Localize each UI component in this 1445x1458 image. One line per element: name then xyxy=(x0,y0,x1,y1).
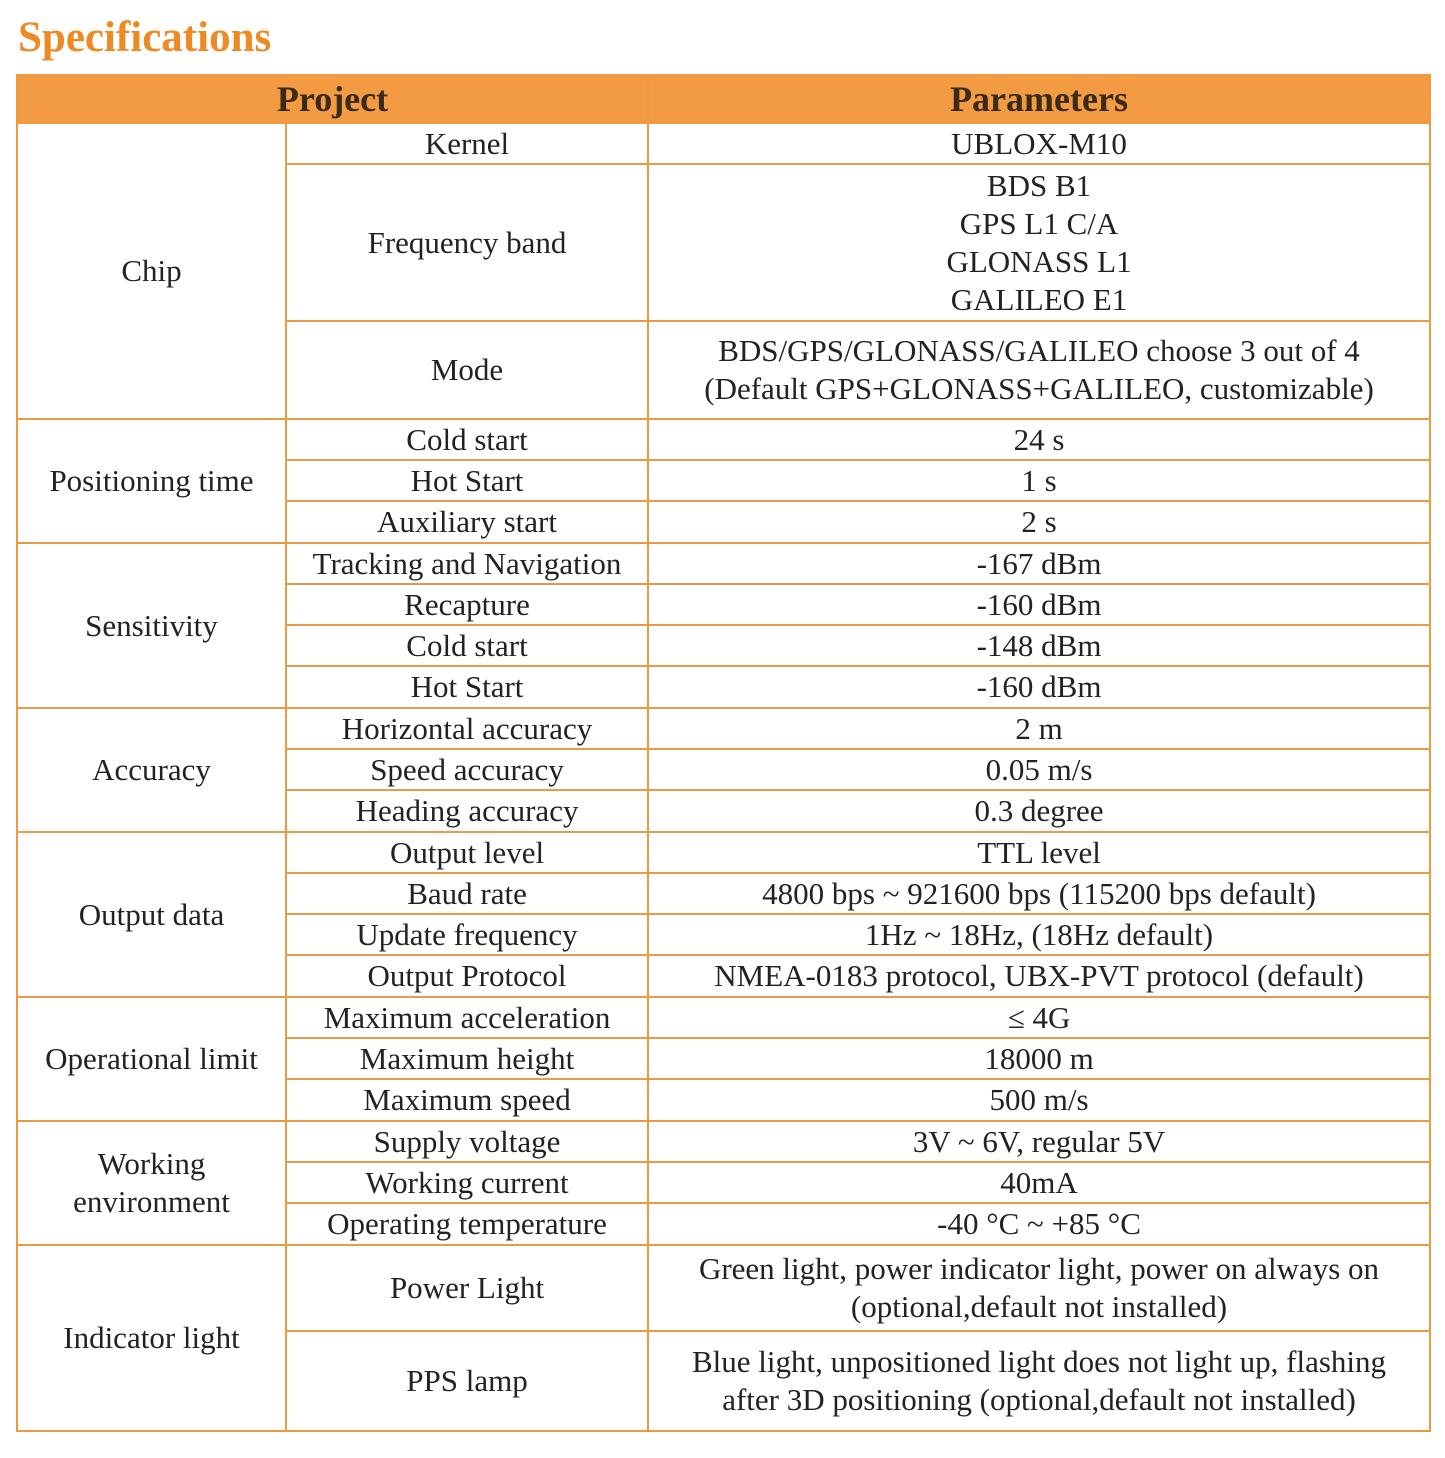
parameter-value xyxy=(648,460,1430,501)
parameter-value xyxy=(648,832,1430,873)
parameter-value xyxy=(648,123,1430,164)
parameter-value-line: 3V ~ 6V, regular 5V xyxy=(912,1123,1166,1159)
item-label: Update frequency xyxy=(286,914,648,955)
parameter-value-line: 1Hz ~ 18Hz, (18Hz default) xyxy=(864,916,1214,952)
item-label: Supply voltage xyxy=(286,1121,648,1162)
specifications-table xyxy=(16,74,1431,1432)
table-row xyxy=(17,419,1430,460)
parameter-value xyxy=(648,997,1430,1038)
table-row xyxy=(17,708,1430,749)
parameter-value xyxy=(648,1162,1430,1203)
item-label: PPS lamp xyxy=(286,1331,648,1431)
item-label: Heading accuracy xyxy=(286,790,648,832)
item-label: Speed accuracy xyxy=(286,749,648,790)
item-label: Recapture xyxy=(286,584,648,625)
parameter-value xyxy=(648,666,1430,708)
parameter-value-line: 500 m/s xyxy=(989,1082,1089,1117)
table-row xyxy=(17,1245,1430,1331)
parameters-column-header: Parameters xyxy=(648,75,1430,123)
item-label: Maximum speed xyxy=(286,1079,648,1121)
parameter-value xyxy=(648,1038,1430,1079)
table-header-row xyxy=(17,75,1430,123)
parameter-value-line: BDS/GPS/GLONASS/GALILEO choose 3 out of 4 xyxy=(718,333,1360,368)
parameter-value xyxy=(648,749,1430,790)
parameter-value-line: GPS L1 C/A xyxy=(959,205,1119,241)
parameter-value-line: ≤ 4G xyxy=(1007,999,1071,1035)
parameter-value-line: 18000 m xyxy=(984,1040,1094,1076)
group-label: Chip xyxy=(17,123,286,419)
project-column-header: Project xyxy=(17,75,648,123)
group-label: Output data xyxy=(17,832,286,997)
parameter-value xyxy=(648,708,1430,749)
parameter-value-line: 40mA xyxy=(1000,1164,1078,1200)
parameter-value xyxy=(648,1121,1430,1162)
parameter-value-line: 24 s xyxy=(1013,421,1065,457)
parameter-value-line: Green light, power indicator light, power on always on xyxy=(698,1251,1380,1286)
item-label: Maximum height xyxy=(286,1038,648,1079)
parameter-value xyxy=(648,914,1430,955)
item-label: Kernel xyxy=(286,123,648,164)
parameter-value-line: -40 °C ~ +85 °C xyxy=(937,1206,1141,1241)
item-label: Baud rate xyxy=(286,873,648,914)
parameter-value-line: -160 dBm xyxy=(976,586,1102,622)
group-label: Working environment xyxy=(17,1121,286,1245)
item-label: Horizontal accuracy xyxy=(286,708,648,749)
item-label: Auxiliary start xyxy=(286,501,648,543)
table-row xyxy=(17,1121,1430,1162)
parameter-value-line: 1 s xyxy=(1021,462,1057,498)
parameter-value-line: after 3D positioning (optional,default not installed) xyxy=(722,1382,1356,1417)
parameter-value xyxy=(648,1203,1430,1245)
parameter-value-line: -148 dBm xyxy=(976,627,1102,663)
parameter-value xyxy=(648,501,1430,543)
parameter-value xyxy=(648,955,1430,997)
parameter-value xyxy=(648,1079,1430,1121)
parameter-value xyxy=(648,873,1430,914)
parameter-value-line: 4800 bps ~ 921600 bps (115200 bps default) xyxy=(762,875,1316,911)
parameter-value-line: (Default GPS+GLONASS+GALILEO, customizable) xyxy=(704,371,1374,406)
item-label: Hot Start xyxy=(286,460,648,501)
item-label: Output level xyxy=(286,832,648,873)
parameter-value xyxy=(648,1245,1430,1331)
parameter-value xyxy=(648,790,1430,832)
item-label: Output Protocol xyxy=(286,955,648,997)
item-label: Cold start xyxy=(286,625,648,666)
parameter-value-line: UBLOX-M10 xyxy=(951,125,1127,161)
group-label: Operational limit xyxy=(17,997,286,1121)
group-label: Sensitivity xyxy=(17,543,286,708)
parameter-value-line: TTL level xyxy=(977,834,1101,870)
item-label: Maximum acceleration xyxy=(286,997,648,1038)
group-label: Positioning time xyxy=(17,419,286,543)
table-row xyxy=(17,123,1430,164)
parameter-value xyxy=(648,1331,1430,1431)
parameter-value xyxy=(648,321,1430,419)
table-body xyxy=(17,123,1430,1431)
item-label: Power Light xyxy=(286,1245,648,1331)
group-label: Accuracy xyxy=(17,708,286,832)
parameter-value-line: BDS B1 xyxy=(986,167,1092,203)
item-label: Cold start xyxy=(286,419,648,460)
parameter-value-line: -160 dBm xyxy=(976,669,1102,704)
parameter-value xyxy=(648,543,1430,584)
table-row xyxy=(17,543,1430,584)
parameter-value-line: GLONASS L1 xyxy=(946,243,1132,279)
parameter-value xyxy=(648,584,1430,625)
table-row xyxy=(17,997,1430,1038)
parameter-value xyxy=(648,164,1430,321)
item-label: Tracking and Navigation xyxy=(286,543,648,584)
item-label: Operating temperature xyxy=(286,1203,648,1245)
group-label: Indicator light xyxy=(17,1245,286,1431)
item-label: Hot Start xyxy=(286,666,648,708)
table-row xyxy=(17,832,1430,873)
item-label: Frequency band xyxy=(286,164,648,321)
parameter-value xyxy=(648,419,1430,460)
parameter-value-line: Blue light, unpositioned light does not light up, flashing xyxy=(691,1344,1387,1379)
parameter-value-line: 2 m xyxy=(1015,710,1063,746)
parameter-value xyxy=(648,625,1430,666)
parameter-value-line: NMEA-0183 protocol, UBX-PVT protocol (default) xyxy=(714,958,1364,993)
page-title: Specifications xyxy=(18,14,272,61)
parameter-value-line: 0.3 degree xyxy=(974,793,1104,828)
parameter-value-line: GALILEO E1 xyxy=(950,281,1128,317)
parameter-value-line: 0.05 m/s xyxy=(985,751,1093,787)
item-label: Mode xyxy=(286,321,648,419)
parameter-value-line: -167 dBm xyxy=(976,545,1102,581)
item-label: Working current xyxy=(286,1162,648,1203)
parameter-value-line: 2 s xyxy=(1021,504,1057,539)
parameter-value-line: (optional,default not installed) xyxy=(850,1289,1228,1324)
